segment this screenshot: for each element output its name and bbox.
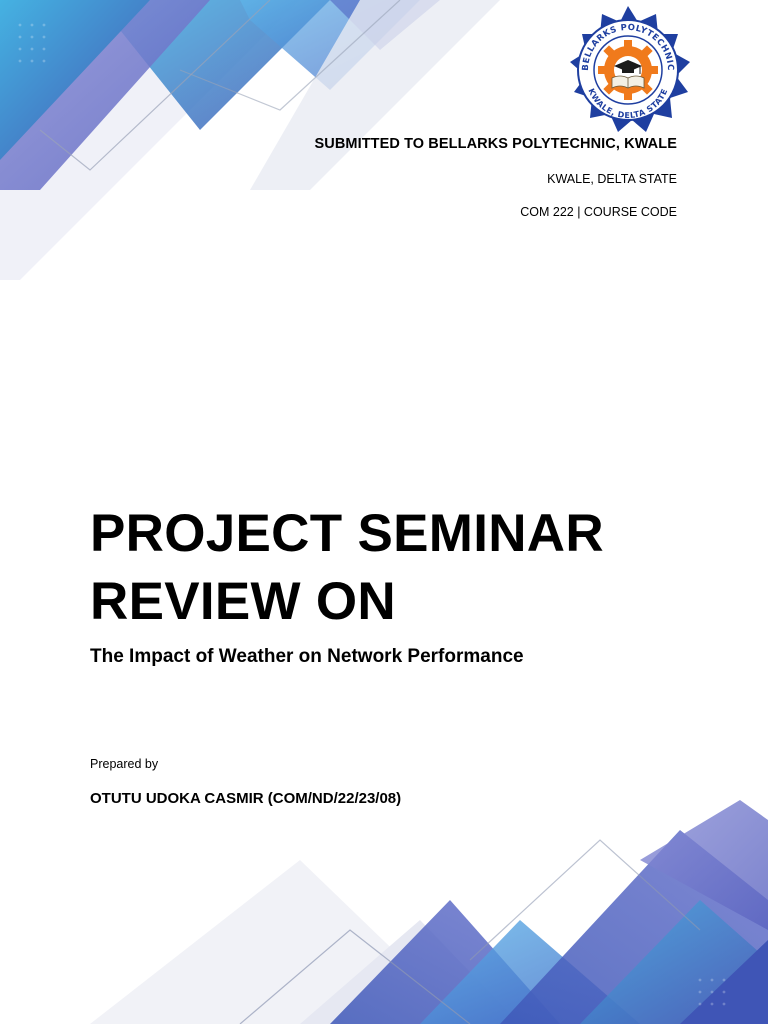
logo-bottom-text: KWALE, DELTA STATE — [586, 87, 670, 121]
polytechnic-logo — [562, 4, 694, 136]
title-line-2: REVIEW ON — [90, 572, 397, 631]
author-name: OTUTU UDOKA CASMIR (COM/ND/22/23/08) — [90, 790, 402, 807]
prepared-by-label: Prepared by — [90, 757, 159, 771]
document-title — [90, 500, 604, 636]
location-line: KWALE, DELTA STATE — [547, 172, 677, 186]
submitted-to-line: SUBMITTED TO BELLARKS POLYTECHNIC, KWALE — [314, 136, 677, 152]
title-line-1: PROJECT SEMINAR — [90, 504, 604, 563]
logo-top-text: BELLARKS POLYTECHNIC — [580, 22, 676, 72]
bottom-right-shapes — [90, 800, 768, 1024]
document-subtitle: The Impact of Weather on Network Performance — [90, 646, 524, 667]
course-code-line: COM 222 | COURSE CODE — [520, 205, 677, 219]
